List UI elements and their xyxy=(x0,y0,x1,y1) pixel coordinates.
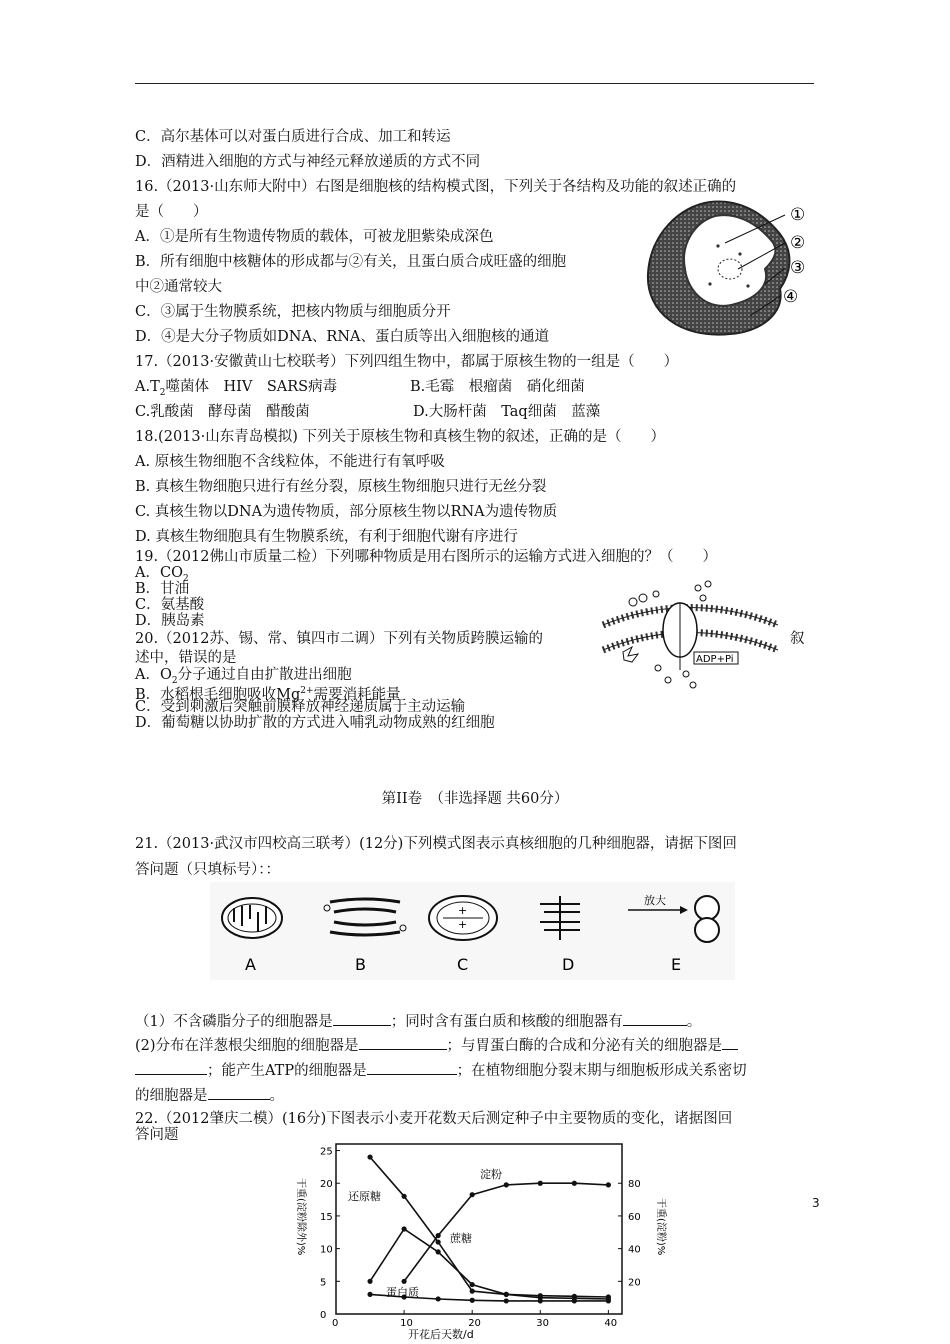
organelle-label-b: B xyxy=(355,955,366,974)
nucleus-label-1: ① xyxy=(790,205,806,225)
q21-2-text-a: (2)分布在洋葱根尖细胞的细胞器是 xyxy=(135,1038,359,1054)
x-tick-label: 0 xyxy=(332,1318,339,1329)
y-left-tick-label: 10 xyxy=(320,1244,333,1256)
nucleus-label-3: ③ xyxy=(790,258,806,278)
q20-option-c: C．受到刺激后突触前膜释放神经递质属于主动运输 xyxy=(135,699,466,715)
data-point-series-1 xyxy=(401,1194,406,1199)
q22-stem-line1: 22.（2012肇庆二模）(16分)下图表示小麦开花数天后测定种子中主要物质的变化，诸据图回 xyxy=(135,1111,733,1127)
q16-option-a: A．①是所有生物遗传物质的载体，可被龙胆紫染成深色 xyxy=(135,229,494,245)
q21-1-text-c: 。 xyxy=(686,1014,702,1030)
q21-stem-line2: 答问题（只填标号）：： xyxy=(135,862,280,878)
data-point-series-0 xyxy=(470,1192,475,1197)
q21-1-blank-1[interactable] xyxy=(333,1011,391,1026)
y-left-tick-label: 0 xyxy=(320,1310,327,1321)
nucleus-label-2: ② xyxy=(790,233,806,253)
q21-1-text-b: ；同时含有蛋白质和核酸的细胞器有 xyxy=(390,1014,623,1030)
data-point-series-0 xyxy=(538,1181,543,1186)
svg-text:+: + xyxy=(458,918,468,931)
data-point-series-3 xyxy=(470,1298,475,1303)
data-point-series-3 xyxy=(572,1298,577,1303)
q21-part1 xyxy=(135,1011,701,1031)
q20-b-superscript: 2+ xyxy=(300,686,314,696)
q15-option-c: C．高尔基体可以对蛋白质进行合成、加工和转运 xyxy=(135,129,451,145)
q19-option-c: C．氨基酸 xyxy=(135,597,205,613)
page-number: 3 xyxy=(812,1196,820,1210)
x-tick-label: 10 xyxy=(400,1318,413,1329)
series-label-starch: 淀粉 xyxy=(480,1168,502,1181)
q19-a-prefix: A．CO xyxy=(135,565,183,581)
q21-part2 xyxy=(135,1035,738,1055)
q20-b-prefix: B．水稻根毛细胞吸收Mg xyxy=(135,686,301,703)
q21-1-blank-2[interactable] xyxy=(623,1011,687,1026)
data-point-series-3 xyxy=(504,1298,509,1303)
q21-2-text-b: ；与胃蛋白酶的合成和分泌有关的细胞器是 xyxy=(446,1038,723,1054)
q17-a-text: 噬菌体 HIV SARS病毒 xyxy=(165,379,338,395)
y-right-tick-label: 60 xyxy=(628,1211,641,1223)
q21-2-blank-2[interactable] xyxy=(722,1035,738,1050)
data-point-series-0 xyxy=(572,1181,577,1186)
q17-a-prefix: A.T xyxy=(135,379,160,395)
data-point-series-2 xyxy=(367,1279,372,1284)
y-right-tick-label: 40 xyxy=(628,1244,641,1256)
section-2-title: 第II卷 （非选择题 共60分） xyxy=(381,791,569,807)
seed-composition-chart xyxy=(290,1138,670,1342)
data-point-series-1 xyxy=(367,1154,372,1159)
q19-a-subscript: 2 xyxy=(182,573,189,584)
q18-option-d: D. 真核生物细胞具有生物膜系统，有利于细胞代谢有序进行 xyxy=(135,529,518,545)
q18-option-a: A. 原核生物细胞不含线粒体，不能进行有氧呼吸 xyxy=(135,454,445,470)
q20-a-prefix: A．O xyxy=(135,667,172,683)
q17-option-a xyxy=(135,378,337,402)
data-point-series-3 xyxy=(606,1298,611,1303)
q20-a-text: 分子通过自由扩散进出细胞 xyxy=(177,667,352,683)
data-point-series-1 xyxy=(470,1289,475,1294)
organelle-label-a: A xyxy=(245,955,256,974)
data-point-series-0 xyxy=(504,1182,509,1187)
q22-stem-line2: 答问题 xyxy=(135,1127,179,1143)
organelle-label-c: C xyxy=(457,955,469,974)
q15-option-d: D．酒精进入细胞的方式与神经元释放递质的方式不同 xyxy=(135,154,481,170)
q19-option-b: B．甘油 xyxy=(135,581,190,597)
series-label-protein: 蛋白质 xyxy=(386,1286,419,1299)
x-tick-label: 40 xyxy=(604,1318,618,1329)
nucleus-figure xyxy=(640,194,850,344)
q21-3-blank-2[interactable] xyxy=(367,1060,457,1075)
chart-plot-frame xyxy=(336,1144,622,1314)
header-rule xyxy=(135,83,814,84)
q16-stem-line1: 16.（2013·山东师大附中）右图是细胞核的结构模式图，下列关于各结构及功能的叙述正确的 xyxy=(135,179,737,195)
q21-3-text-a: ；能产生ATP的细胞器是 xyxy=(207,1063,367,1079)
data-point-series-0 xyxy=(606,1182,611,1187)
q17-option-b: B.毛霉 根瘤菌 硝化细菌 xyxy=(410,379,585,395)
svg-text:+: + xyxy=(458,904,468,917)
series-label-reducing-sugar: 还原糖 xyxy=(348,1190,381,1203)
chart-ylabel-left: 干重(淀粉除外)% xyxy=(295,1178,306,1256)
y-right-tick-label: 80 xyxy=(628,1179,641,1191)
y-left-tick-label: 25 xyxy=(320,1146,333,1158)
q21-1-text-a: （1）不含磷脂分子的细胞器是 xyxy=(135,1014,333,1030)
q21-part4 xyxy=(135,1085,284,1105)
q20-option-d: D．葡萄糖以协助扩散的方式进入哺乳动物成熟的红细胞 xyxy=(135,715,495,731)
data-point-series-3 xyxy=(367,1292,372,1297)
q16-option-d: D．④是大分子物质如DNA、RNA、蛋白质等出入细胞核的通道 xyxy=(135,329,549,345)
y-left-tick-label: 15 xyxy=(320,1211,333,1223)
q20-b-text: 需要消耗能量 xyxy=(313,686,401,703)
data-point-series-0 xyxy=(436,1233,441,1238)
q17-option-d: D.大肠杆菌 Taq细菌 蓝藻 xyxy=(413,404,601,420)
q17-stem: 17.（2013·安徽黄山七校联考）下列四组生物中，都属于原核生物的一组是（ ） xyxy=(135,354,679,370)
y-left-tick-label: 20 xyxy=(320,1179,333,1191)
data-point-series-0 xyxy=(401,1279,406,1284)
q21-stem-line1: 21.（2013·武汉市四校高三联考）(12分)下列模式图表示真核细胞的几种细胞器，请据下图回 xyxy=(135,836,737,852)
q20-stem-line1: 20.（2012苏、锡、常、镇四市二调）下列有关物质跨膜运输的 xyxy=(135,631,543,647)
organelles-figure xyxy=(210,882,735,980)
q18-stem: 18.(2013·山东青岛模拟) 下列关于原核生物和真核生物的叙述，正确的是（ ） xyxy=(135,429,665,445)
membrane-transport-figure xyxy=(598,570,783,690)
adp-pi-label: ADP+Pi xyxy=(696,654,734,665)
q20-a-subscript: 2 xyxy=(171,675,178,686)
q16-option-b-line1: B．所有细胞中核糖体的形成都与②有关，且蛋白质合成旺盛的细胞 xyxy=(135,254,567,270)
data-point-series-2 xyxy=(401,1226,406,1231)
q19-option-d: D．胰岛素 xyxy=(135,613,205,629)
q21-4-blank[interactable] xyxy=(208,1085,270,1100)
y-left-tick-label: 5 xyxy=(320,1277,327,1289)
data-point-series-1 xyxy=(436,1239,441,1244)
organelle-label-d: D xyxy=(562,955,575,974)
x-tick-label: 30 xyxy=(536,1318,550,1329)
y-right-tick-label: 20 xyxy=(628,1277,641,1289)
magnify-label: 放大 xyxy=(644,894,666,907)
data-point-series-3 xyxy=(436,1296,441,1301)
q18-option-b: B. 真核生物细胞只进行有丝分裂，原核生物细胞只进行无丝分裂 xyxy=(135,479,547,495)
q21-3-text-b: ；在植物细胞分裂末期与细胞板形成关系密切 xyxy=(456,1063,747,1079)
data-point-series-3 xyxy=(538,1298,543,1303)
q21-3-blank-1[interactable] xyxy=(135,1060,207,1075)
q20-stem-line1-tail: 叙 xyxy=(790,631,805,647)
series-label-sucrose: 蔗糖 xyxy=(450,1232,472,1245)
q17-a-subscript: 2 xyxy=(159,387,166,398)
q21-4-text-b: 。 xyxy=(269,1088,284,1104)
q21-2-blank-1[interactable] xyxy=(359,1035,447,1050)
organelle-label-e: E xyxy=(671,955,682,974)
q16-option-c: C．③属于生物膜系统，把核内物质与细胞质分开 xyxy=(135,304,451,320)
data-point-series-2 xyxy=(504,1292,509,1297)
nucleus-label-4: ④ xyxy=(783,287,799,307)
q19-stem: 19.（2012佛山市质量二检）下列哪种物质是用右图所示的运输方式进入细胞的？（ ） xyxy=(135,549,717,565)
q20-stem-line2: 述中，错误的是 xyxy=(135,650,237,666)
q16-stem-line2: 是（ ） xyxy=(135,204,208,220)
q16-option-b-line2: 中②通常较大 xyxy=(135,279,222,295)
q21-part3 xyxy=(135,1060,747,1080)
q21-4-text-a: 的细胞器是 xyxy=(135,1088,208,1104)
q18-option-c: C. 真核生物以DNA为遗传物质，部分原核生物以RNA为遗传物质 xyxy=(135,504,558,520)
chart-xlabel: 开花后天数/d xyxy=(408,1328,474,1341)
data-point-series-2 xyxy=(470,1282,475,1287)
data-point-series-2 xyxy=(436,1249,441,1254)
x-tick-label: 20 xyxy=(468,1318,481,1329)
chart-ylabel-right: 干重(淀粉)% xyxy=(655,1198,666,1256)
q17-option-c: C.乳酸菌 酵母菌 醋酸菌 xyxy=(135,404,310,420)
